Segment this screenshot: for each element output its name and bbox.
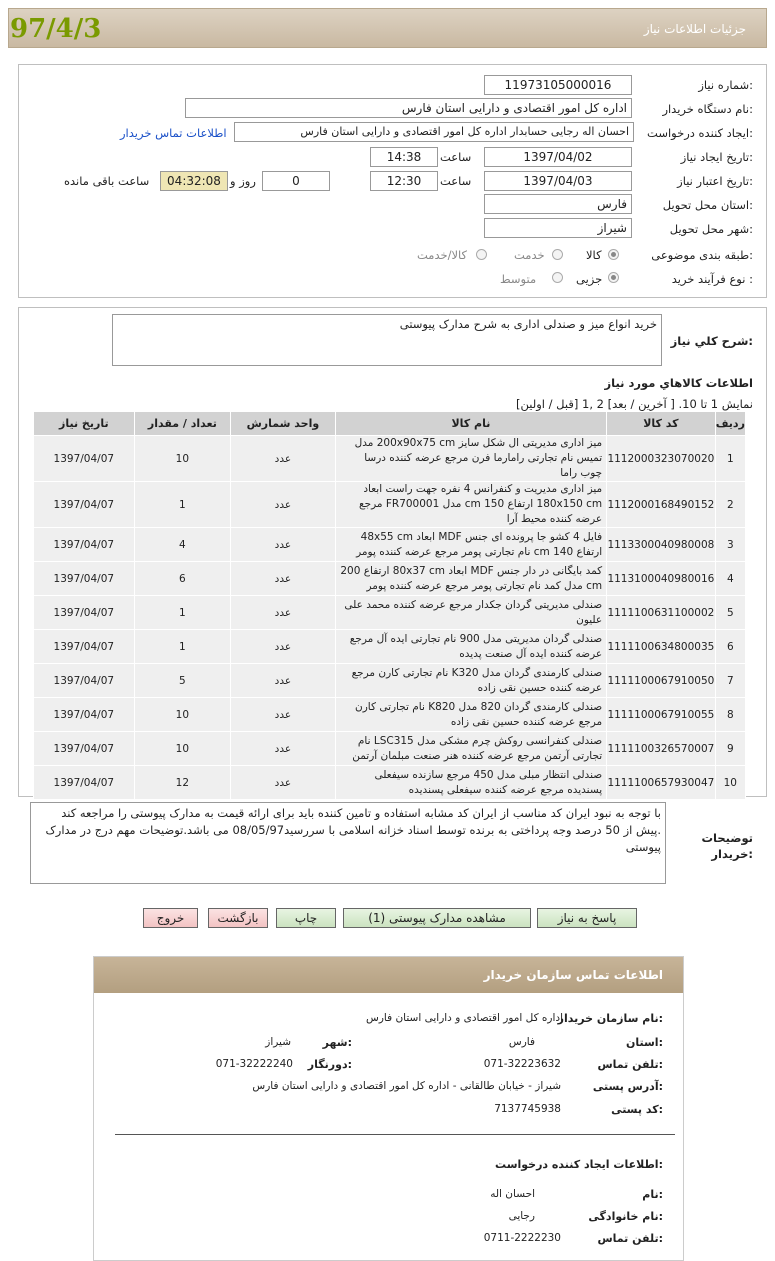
goods-title: اطلاعات کالاهاي مورد نياز: [604, 376, 753, 390]
table-cell: میز اداری مدیریتی ال شکل سایز 200x90x75 cm مدل تمیس نام تجارتی رامارما فرن مرجع عرضه کننده درسا چوب راما: [335, 436, 606, 482]
goods-table: [33, 411, 746, 800]
buyer-field[interactable]: اداره کل امور اقتصادی و دارایی استان فارس: [185, 98, 632, 118]
column-header: نام کالا: [335, 412, 606, 436]
address-value: شیراز - خیابان طالقانی - اداره کل امور اقتصادی و دارایی استان فارس: [252, 1080, 561, 1092]
contact-title: اطلاعات تماس سازمان خریدار: [483, 968, 663, 982]
days-field[interactable]: 0: [262, 171, 330, 191]
table-cell: 1113100040980016: [607, 562, 715, 596]
process-medium-radio[interactable]: [552, 272, 563, 283]
category-goods-label: کالا: [586, 248, 602, 262]
table-cell: 5: [715, 596, 745, 630]
table-row[interactable]: [34, 528, 746, 562]
fax-value: 071-32222240: [215, 1058, 293, 1070]
table-cell: عدد: [231, 596, 336, 630]
table-cell: 1397/04/07: [34, 698, 135, 732]
family-value: رجایی: [508, 1210, 535, 1222]
notes-label: توضیحات خریدار:: [701, 831, 753, 861]
process-partial-label: جزیی: [576, 272, 603, 286]
table-cell: 1111100657930047: [607, 766, 715, 800]
column-header: ردیف: [715, 412, 745, 436]
table-cell: عدد: [231, 562, 336, 596]
table-cell: 4: [715, 562, 745, 596]
table-cell: عدد: [231, 482, 336, 528]
creator-phone-value: 0711-2222230: [483, 1232, 561, 1244]
table-cell: 10: [134, 732, 231, 766]
table-cell: 9: [715, 732, 745, 766]
city-field[interactable]: شیراز: [484, 218, 632, 238]
page-title: جزئیات اطلاعات نیاز: [643, 22, 746, 36]
need-number-label: شماره نیاز:: [698, 78, 753, 92]
table-row[interactable]: [34, 630, 746, 664]
table-cell: عدد: [231, 698, 336, 732]
province-label-c: استان:: [625, 1036, 663, 1049]
table-row[interactable]: [34, 664, 746, 698]
table-cell: 1: [134, 482, 231, 528]
category-goods-radio[interactable]: [608, 249, 619, 260]
table-cell: 1111100067910050: [607, 664, 715, 698]
table-cell: 1112000168490152: [607, 482, 715, 528]
address-label: آدرس پستی:: [592, 1080, 663, 1093]
table-cell: عدد: [231, 766, 336, 800]
table-cell: 1397/04/07: [34, 562, 135, 596]
table-cell: 1: [134, 630, 231, 664]
table-cell: 1397/04/07: [34, 436, 135, 482]
create-date-label: تاریخ ایجاد نیاز:: [680, 150, 753, 164]
category-both-label: کالا/خدمت: [417, 248, 468, 262]
table-cell: 10: [715, 766, 745, 800]
process-partial-radio[interactable]: [608, 272, 619, 283]
divider: [115, 1134, 675, 1135]
table-cell: 1397/04/07: [34, 596, 135, 630]
table-cell: 3: [715, 528, 745, 562]
create-date-field[interactable]: 1397/04/02: [484, 147, 632, 167]
city-value: شیراز: [265, 1036, 291, 1048]
page-header: [8, 8, 767, 48]
table-cell: کمد بایگانی در دار جنس MDF ابعاد 80x37 cm ارتفاع 200 cm مدل کمد نام تجارتی پومر مرجع عرضه کننده پومر: [335, 562, 606, 596]
remaining-time-field[interactable]: 04:32:08: [160, 171, 228, 191]
table-cell: صندلی کارمندی گردان 820 مدل K820 نام تجارتی کارن مرجع عرضه کننده حسین نقی زاده: [335, 698, 606, 732]
valid-date-label: تاریخ اعتبار نیاز:: [677, 174, 753, 188]
province-value: فارس: [508, 1036, 535, 1048]
table-cell: 1111100067910055: [607, 698, 715, 732]
summary-label: شرح کلي نياز:: [670, 334, 753, 348]
table-row[interactable]: [34, 436, 746, 482]
create-time-label: ساعت: [440, 150, 472, 164]
create-time-field[interactable]: 14:38: [370, 147, 438, 167]
table-cell: 1397/04/07: [34, 528, 135, 562]
column-header: واحد شمارش: [231, 412, 336, 436]
table-cell: 10: [134, 436, 231, 482]
table-row[interactable]: [34, 732, 746, 766]
province-label: استان محل تحویل:: [662, 198, 753, 212]
category-label: طبقه بندی موضوعی:: [651, 248, 753, 262]
table-cell: 1397/04/07: [34, 482, 135, 528]
table-cell: عدد: [231, 664, 336, 698]
table-row[interactable]: [34, 766, 746, 800]
org-value: اداره کل امور اقتصادی و دارایی استان فارس: [366, 1012, 563, 1024]
contact-info-link[interactable]: اطلاعات تماس خریدار: [120, 126, 227, 140]
summary-textarea[interactable]: خرید انواع میز و صندلی اداری به شرح مدارک پیوستی: [112, 314, 662, 366]
table-cell: 1397/04/07: [34, 766, 135, 800]
table-cell: 1397/04/07: [34, 630, 135, 664]
creator-phone-label: تلفن تماس:: [597, 1232, 663, 1245]
category-service-label: خدمت: [514, 248, 545, 262]
postal-value: 7137745938: [494, 1103, 561, 1115]
valid-time-label: ساعت: [440, 174, 472, 188]
need-number-field[interactable]: 11973105000016: [484, 75, 632, 95]
contact-panel-header: [94, 957, 683, 993]
buyer-label: نام دستگاه خریدار:: [662, 102, 753, 116]
table-cell: 8: [715, 698, 745, 732]
valid-time-field[interactable]: 12:30: [370, 171, 438, 191]
notes-textarea[interactable]: با توجه به نبود ایران کد مناسب از ایران کد مشابه استفاده و تامین کننده باید برای ارائه قیمت به مدارک پیوستی را مراجعه کند .پیش از 50 درصد وجه پرداختی به برنده توسط اسناد خزانه اسلامی با سررسید08/05/97 می باشد.توضیحات مهم درج در مدارک پیوستی: [30, 802, 666, 884]
date-stamp: 97/4/3: [10, 14, 102, 44]
table-cell: صندلی گردان مدیریتی مدل 900 نام تجارتی ایده آل مرجع عرضه کننده ایده آل صنعت پدیده: [335, 630, 606, 664]
province-field[interactable]: فارس: [484, 194, 632, 214]
table-cell: 12: [134, 766, 231, 800]
creator-title: اطلاعات ایجاد کننده درخواست:: [495, 1158, 663, 1171]
category-service-radio[interactable]: [552, 249, 563, 260]
table-cell: 1113300040980008: [607, 528, 715, 562]
print-button[interactable]: چاپ: [276, 908, 336, 928]
table-cell: 1111100326570007: [607, 732, 715, 766]
table-row[interactable]: [34, 482, 746, 528]
phone-value: 071-32223632: [483, 1058, 561, 1070]
table-cell: 2: [715, 482, 745, 528]
table-row[interactable]: [34, 698, 746, 732]
table-cell: 4: [134, 528, 231, 562]
exit-button[interactable]: خروج: [143, 908, 198, 928]
table-cell: 1397/04/07: [34, 732, 135, 766]
table-cell: 1111100631100002: [607, 596, 715, 630]
table-row[interactable]: [34, 562, 746, 596]
remaining-label: ساعت باقی مانده: [64, 174, 150, 188]
phone-label: تلفن تماس:: [597, 1058, 663, 1071]
table-cell: صندلی انتظار مبلی مدل 450 مرجع سازنده سیفعلی پسندیده مرجع عرضه کننده سیفعلی پسندیده: [335, 766, 606, 800]
days-label: روز و: [230, 174, 256, 188]
table-cell: عدد: [231, 630, 336, 664]
column-header: تاریخ نیاز: [34, 412, 135, 436]
table-row[interactable]: [34, 596, 746, 630]
table-cell: 10: [134, 698, 231, 732]
process-label: نوع فرآیند خرید :: [671, 272, 753, 286]
postal-label: کد پستی:: [611, 1103, 663, 1116]
column-header: تعداد / مقدار: [134, 412, 231, 436]
table-cell: 1: [134, 596, 231, 630]
category-both-radio[interactable]: [476, 249, 487, 260]
creator-field[interactable]: احسان اله رجایی حسابدار اداره کل امور اقتصادی و دارایی استان فارس: [234, 122, 634, 142]
table-cell: 1: [715, 436, 745, 482]
table-cell: 1111100634800035: [607, 630, 715, 664]
table-cell: میز اداری مدیریت و کنفرانس 4 نفره جهت راست ابعاد 180x150 cm ارتفاع 150 cm مدل FR700001 مرجع عرضه کننده محیط آرا: [335, 482, 606, 528]
city-label: شهر محل تحویل:: [669, 222, 753, 236]
reply-button[interactable]: پاسخ به نیاز: [537, 908, 637, 928]
attachments-button[interactable]: مشاهده مدارک پیوستی (1): [343, 908, 531, 928]
table-cell: 6: [134, 562, 231, 596]
process-medium-label: متوسط: [500, 272, 537, 286]
name-value: احسان اله: [490, 1188, 535, 1200]
table-cell: صندلی کارمندی گردان مدل K320 نام تجارتی کارن مرجع عرضه کننده حسین نقی زاده: [335, 664, 606, 698]
table-cell: 6: [715, 630, 745, 664]
back-button[interactable]: بازگشت: [208, 908, 268, 928]
table-cell: صندلی مدیریتی گردان جکدار مرجع عرضه کننده محمد علی علیون: [335, 596, 606, 630]
table-cell: 7: [715, 664, 745, 698]
creator-label: ایجاد کننده درخواست:: [647, 126, 753, 140]
org-label: نام سازمان خریدار:: [557, 1012, 663, 1025]
table-cell: صندلی کنفرانسی روکش چرم مشکی مدل LSC315 نام تجارتی آرتمن مرجع عرضه کننده هنر صنعت مبلمان آرتمن: [335, 732, 606, 766]
family-label: نام خانوادگی:: [588, 1210, 663, 1223]
table-cell: عدد: [231, 436, 336, 482]
valid-date-field[interactable]: 1397/04/03: [484, 171, 632, 191]
table-cell: 1112000323070020: [607, 436, 715, 482]
city-label-c: شهر:: [322, 1036, 352, 1049]
column-header: کد کالا: [607, 412, 715, 436]
fax-label: دورنگار:: [307, 1058, 352, 1071]
table-cell: 1397/04/07: [34, 664, 135, 698]
table-cell: عدد: [231, 732, 336, 766]
table-cell: 5: [134, 664, 231, 698]
pager[interactable]: نمایش 1 تا 10. [ آخرین / بعد] 2 ,1 [قبل / اولین]: [516, 397, 753, 411]
table-cell: عدد: [231, 528, 336, 562]
name-label: نام:: [642, 1188, 663, 1201]
table-cell: فایل 4 کشو جا پرونده ای جنس MDF ابعاد 48x55 cm ارتفاع 140 cm نام تجارتی پومر مرجع عرضه کننده پومر: [335, 528, 606, 562]
